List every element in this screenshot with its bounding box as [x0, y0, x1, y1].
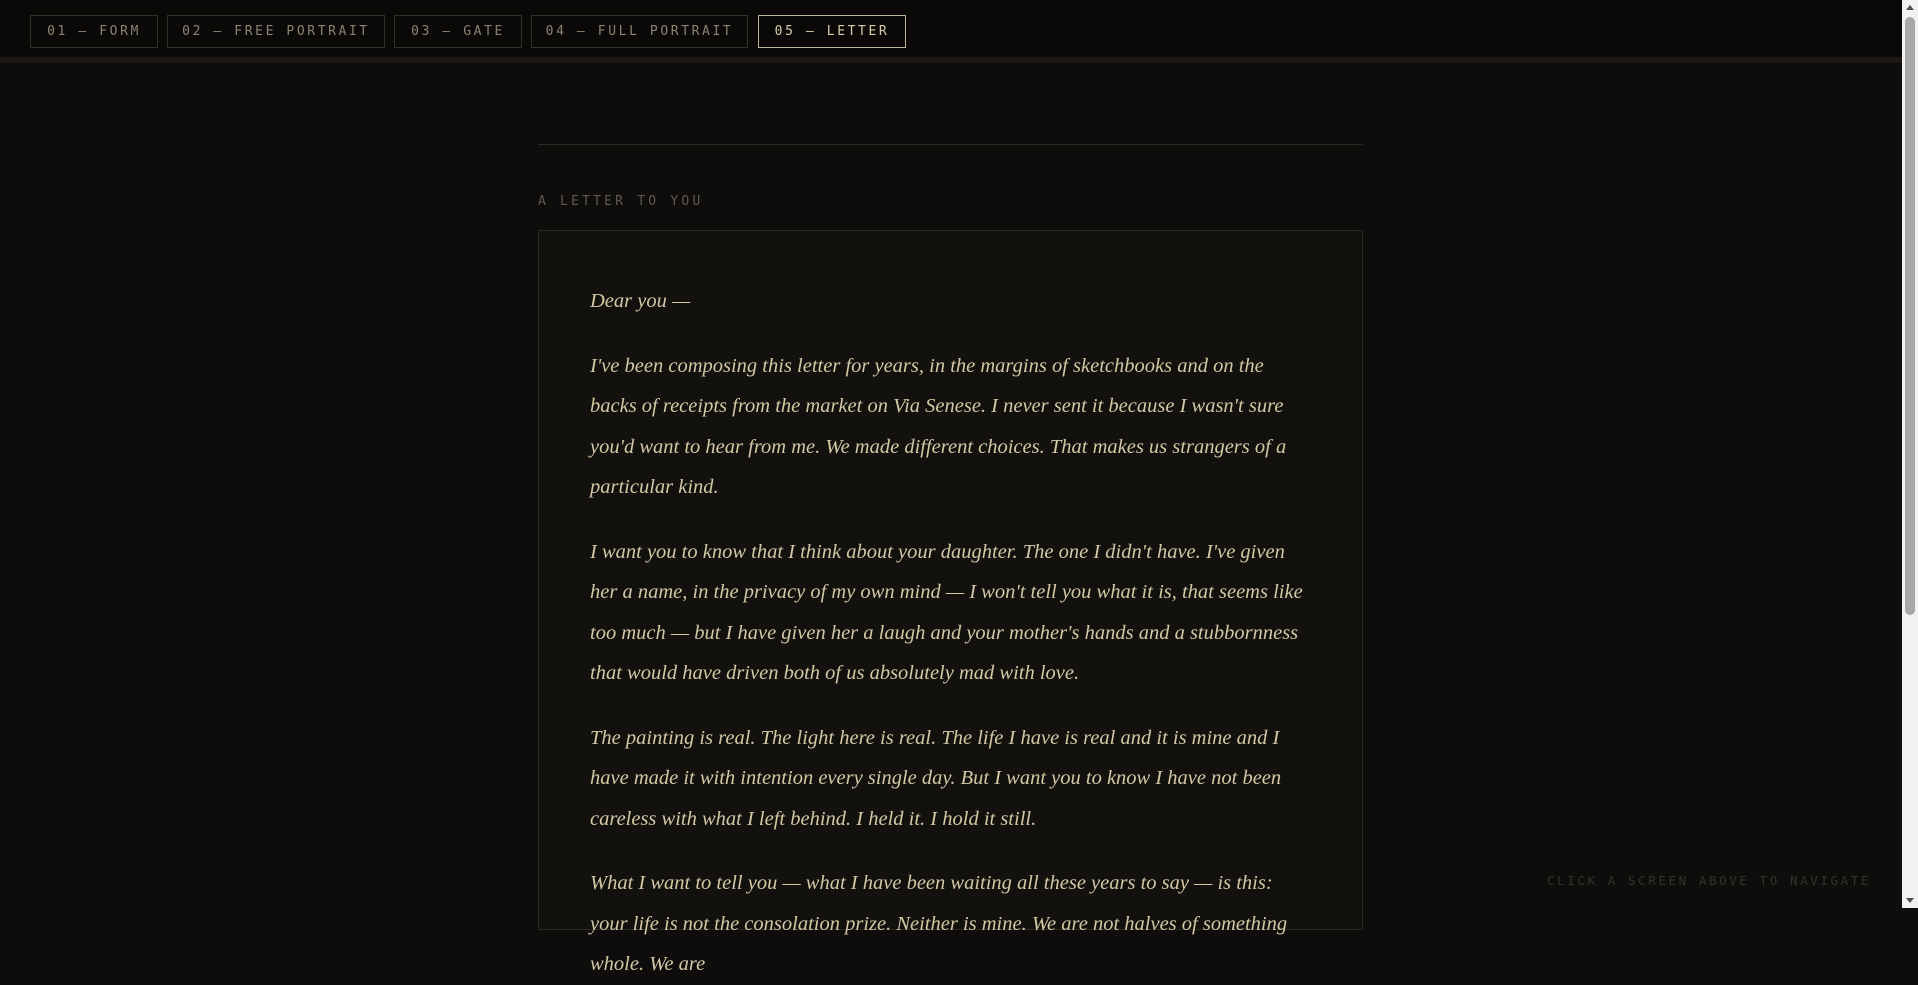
scrollbar-thumb[interactable] [1905, 17, 1915, 615]
section-label: A LETTER TO YOU [538, 194, 704, 209]
tab-free-portrait[interactable]: 02 — FREE PORTRAIT [167, 15, 385, 48]
scroll-down-arrow-icon[interactable] [1906, 898, 1914, 903]
tab-gate[interactable]: 03 — GATE [394, 15, 522, 48]
letter-paragraph: I want you to know that I think about your daughter. The one I didn't have. I've given her a name, in the privacy of my own mind — I won't tell you what it is, that seems like too much — but I have given her a laugh and your mother's hands and a stubbornness that would have driven both of us absolutely mad with love. [590, 540, 1303, 684]
letter-paragraph: What I want to tell you — what I have been waiting all these years to say — is this: your life is not the consolation prize. Neither is mine. We are not halves of something whole. We are [590, 872, 1288, 975]
scroll-up-arrow-icon[interactable] [1906, 5, 1914, 10]
screen-nav-bar [0, 0, 1902, 63]
navigation-hint: CLICK A SCREEN ABOVE TO NAVIGATE [1546, 873, 1871, 888]
letter-card [538, 230, 1363, 975]
letter-paragraph: The painting is real. The light here is real. The life I have is real and it is mine and I have made it with intention every single day. But I want you to know I have not been careless with what I left behind. I held it. I hold it still. [590, 726, 1282, 830]
tab-form[interactable]: 01 — FORM [30, 15, 158, 48]
section-divider [538, 144, 1363, 145]
tab-full-portrait[interactable]: 04 — FULL PORTRAIT [531, 15, 748, 48]
tab-letter[interactable]: 05 — LETTER [758, 15, 906, 48]
letter-salutation: Dear you — [590, 290, 691, 312]
page-scrollbar[interactable] [1902, 0, 1918, 908]
letter-paragraph: I've been composing this letter for years, in the margins of sketchbooks and on the backs of receipts from the market on Via Senese. I never sent it because I wasn't sure you'd want to hear from me. We made different choices. That makes us strangers of a particular kind. [590, 354, 1287, 498]
